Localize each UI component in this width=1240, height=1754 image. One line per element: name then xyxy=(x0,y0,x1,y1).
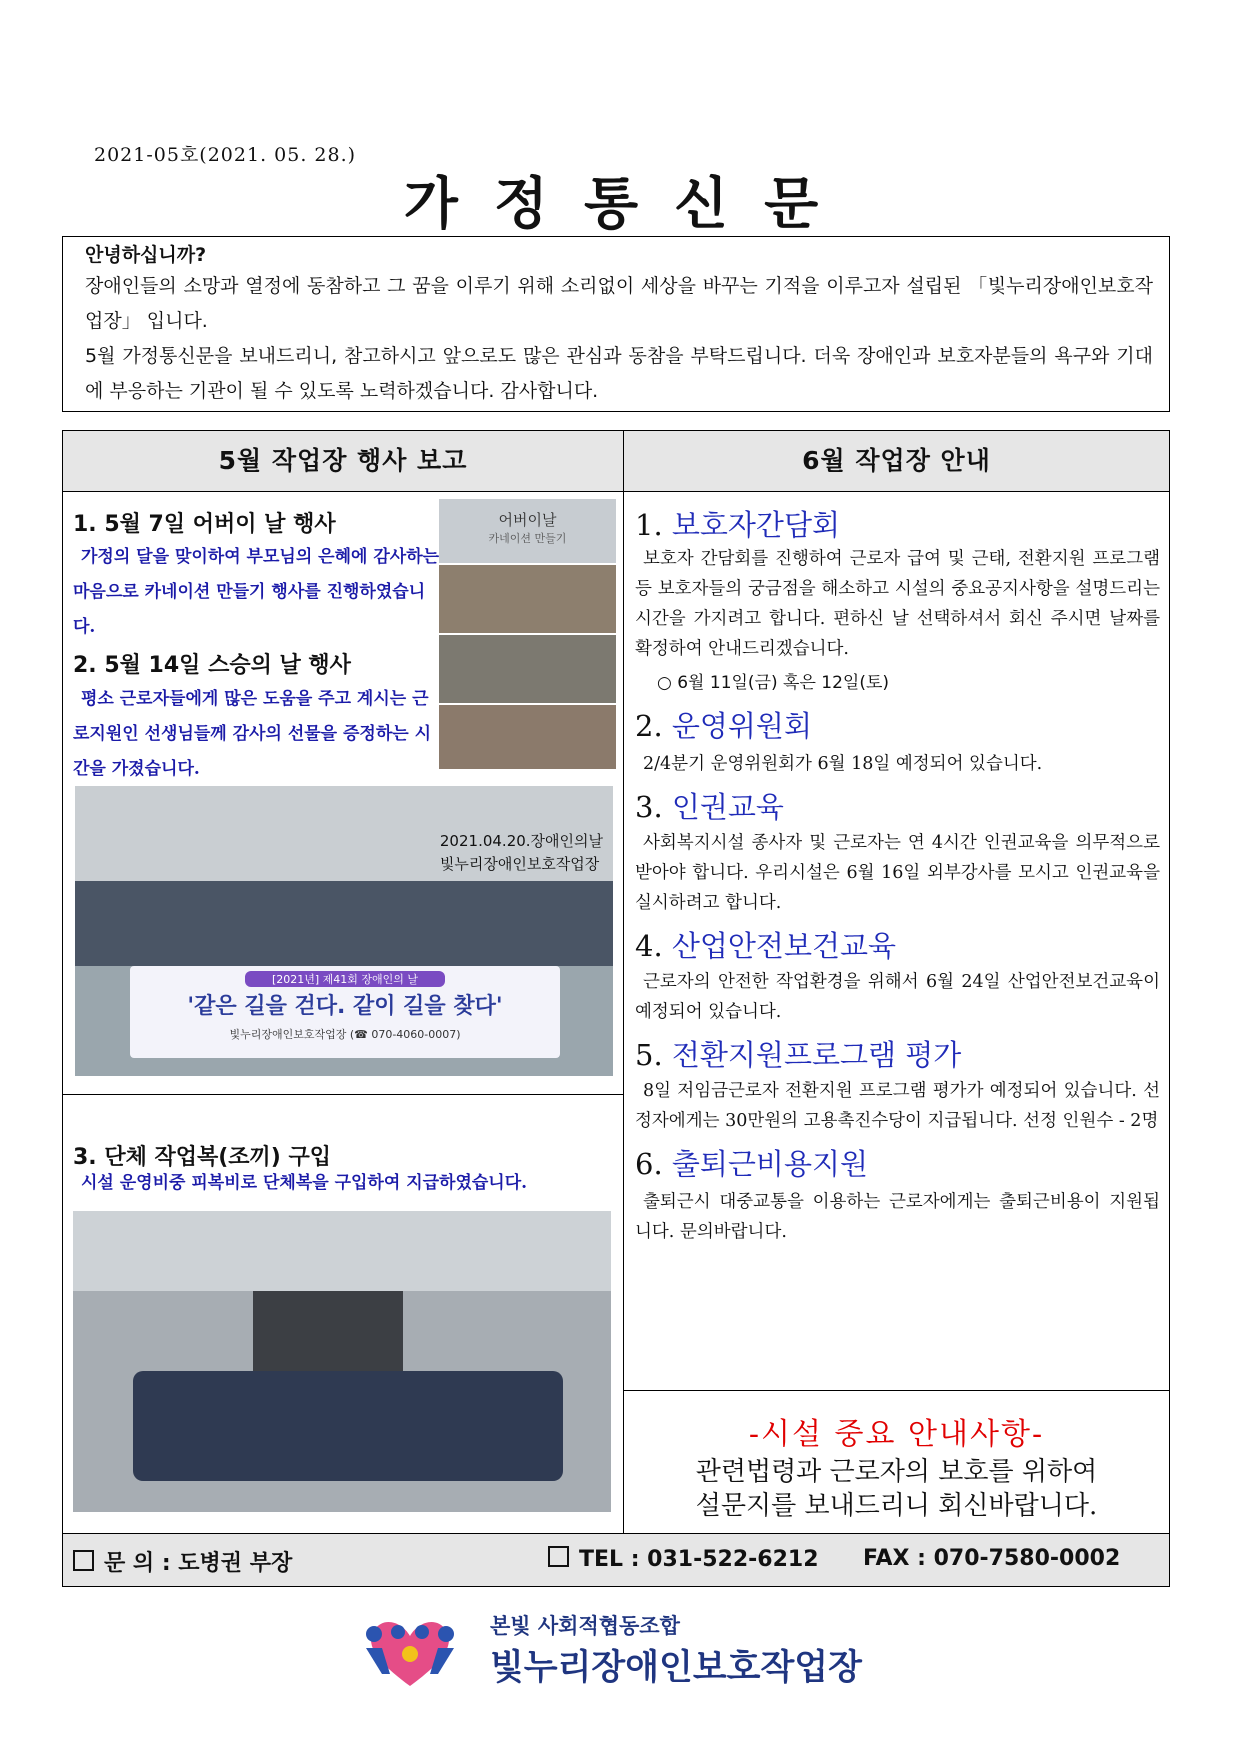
event-2-title: 2. 5월 14일 스승의 날 행사 xyxy=(73,653,351,678)
photo-teachers-day xyxy=(439,705,616,769)
greeting-paragraph-1: 장애인들의 소망과 열정에 동참하고 그 꿈을 이루기 위해 소리없이 세상을 바꾸는 기적을 이루고자 설립된 「빛누리장애인보호작업장」 입니다. xyxy=(85,275,1153,332)
photo-carnation-2 xyxy=(439,635,616,703)
checkbox-icon xyxy=(73,1550,94,1571)
section-3-title: 인권교육 xyxy=(671,790,784,824)
brand-cooperative: 본빛 사회적협동조합 xyxy=(490,1614,680,1638)
greeting-hello: 안녕하십니까? xyxy=(85,244,207,266)
event-1-title: 1. 5월 7일 어버이 날 행사 xyxy=(73,512,336,537)
section-2-body: 2/4분기 운영위원회가 6월 18일 예정되어 있습니다. xyxy=(643,754,1043,774)
contact-tel xyxy=(548,1546,819,1572)
section-1-title: 보호자간담회 xyxy=(671,508,840,542)
notice-line-1: 관련법령과 근로자의 보호를 위하여 xyxy=(695,1457,1098,1487)
section-2-number: 2. xyxy=(635,709,663,743)
issue-number: 2021-05호(2021. 05. 28.) xyxy=(94,144,357,166)
event-banner xyxy=(130,966,560,1058)
contact-fax: FAX : 070-7580-0002 xyxy=(863,1546,1121,1571)
section-1-dates: ○ 6월 11일(금) 혹은 12일(토) xyxy=(657,673,890,693)
photo-carnation-1 xyxy=(439,565,616,633)
brand-logo-icon xyxy=(360,1614,460,1690)
right-column-header: 6월 작업장 안내 xyxy=(624,431,1169,492)
right-divider xyxy=(624,1390,1169,1391)
section-4-number: 4. xyxy=(635,929,663,963)
section-2-heading xyxy=(635,704,1160,745)
group-photo-caption-org: 빛누리장애인보호작업장 xyxy=(439,855,600,873)
banner-org: 빛누리장애인보호작업장 (☎ 070-4060-0007) xyxy=(229,1028,461,1041)
event-2-body: 평소 근로자들에게 많은 도움을 주고 계시는 근로지원인 선생님들께 감사의 선물을 증정하는 시간을 가졌습니다. xyxy=(73,689,432,779)
event-3-title: 3. 단체 작업복(조끼) 구입 xyxy=(73,1145,332,1170)
contact-person-text: 문 의 : 도병권 부장 xyxy=(104,1551,293,1576)
group-photo-caption-date: 2021.04.20.장애인의날 xyxy=(439,832,603,850)
section-3-number: 3. xyxy=(635,790,663,824)
section-5-title: 전환지원프로그램 평가 xyxy=(671,1038,962,1072)
event-3-body: 시설 운영비중 피복비로 단체복을 구입하여 지급하였습니다. xyxy=(81,1173,528,1193)
greeting-box xyxy=(62,236,1170,412)
section-1-number: 1. xyxy=(635,508,663,542)
section-2-title: 운영위원회 xyxy=(671,709,812,743)
group-photo-caption xyxy=(440,830,603,876)
section-5-number: 5. xyxy=(635,1038,663,1072)
banner-slogan: '같은 길을 걷다. 같이 길을 찾다' xyxy=(187,994,503,1019)
greeting-paragraph-2: 5월 가정통신문을 보내드리니, 참고하시고 앞으로도 많은 관심과 동참을 부탁드립니다. 더욱 장애인과 보호자분들의 욕구와 기대에 부응하는 기관이 될 수 있도록 노력하겠습니다. 감사합니다. xyxy=(85,345,1153,402)
left-divider xyxy=(63,1094,623,1095)
contact-tel-text: TEL : 031-522-6212 xyxy=(579,1547,819,1572)
brand-organization: 빛누리장애인보호작업장 xyxy=(490,1648,862,1688)
banner-tag: [2021년] 제41회 장애인의 날 xyxy=(245,971,445,987)
photo-group-vests xyxy=(73,1211,611,1512)
photo-disability-day-group xyxy=(75,786,613,1076)
group-people xyxy=(75,881,613,966)
contact-person xyxy=(73,1546,292,1577)
section-4-title: 산업안전보건교육 xyxy=(671,929,897,963)
june-guide xyxy=(635,491,1160,1247)
photo-parents-day-sign xyxy=(439,499,616,563)
section-1-heading xyxy=(635,503,1160,544)
notice-line-2: 설문지를 보내드리니 회신바랍니다. xyxy=(695,1491,1098,1521)
section-6-number: 6. xyxy=(635,1147,663,1181)
checkbox-icon xyxy=(548,1546,569,1567)
section-4-body: 근로자의 안전한 작업환경을 위해서 6월 24일 산업안전보건교육이 예정되어 있습니다. xyxy=(635,972,1160,1022)
section-5-body: 8일 저임금근로자 전환지원 프로그램 평가가 예정되어 있습니다. 선정자에게는 30만원의 고용촉진수당이 지급됩니다. 선정 인원수 - 2명 xyxy=(635,1081,1160,1131)
parents-day-sign-text: 어버이날 xyxy=(498,511,557,529)
section-6-heading xyxy=(635,1142,1160,1183)
column-divider xyxy=(623,431,624,1533)
notice-title: -시설 중요 안내사항- xyxy=(748,1417,1045,1452)
staff-group xyxy=(133,1371,563,1481)
section-4-heading xyxy=(635,924,1160,965)
section-3-body: 사회복지시설 종사자 및 근로자는 연 4시간 인권교육을 의무적으로 받아야 합니다. 우리시설은 6월 16일 외부강사를 모시고 인권교육을 실시하려고 합니다. xyxy=(635,833,1160,913)
section-3-heading xyxy=(635,785,1160,826)
warehouse-roof xyxy=(73,1211,611,1291)
main-table xyxy=(62,430,1170,1587)
page-title: 가정통신문 xyxy=(403,172,855,237)
carnation-sign-text: 카네이션 만들기 xyxy=(488,532,567,545)
section-5-heading xyxy=(635,1033,1160,1074)
section-6-body: 출퇴근시 대중교통을 이용하는 근로자에게는 출퇴근비용이 지원됩니다. 문의바랍니다. xyxy=(635,1192,1160,1242)
section-1-body: 보호자 간담회를 진행하여 근로자 급여 및 근태, 전환지원 프로그램등 보호자들의 궁금점을 해소하고 시설의 중요공지사항을 설명드리는 시간을 가지려고 합니다. 편하신 날 선택하셔서 회신 주시면 날짜를 확정하여 안내드리겠습니다. xyxy=(635,549,1160,659)
left-column-header: 5월 작업장 행사 보고 xyxy=(63,431,623,492)
event-1-body: 가정의 달을 맞이하여 부모님의 은혜에 감사하는 마음으로 카네이션 만들기 행사를 진행하였습니다. xyxy=(73,547,440,637)
section-6-title: 출퇴근비용지원 xyxy=(671,1147,868,1181)
